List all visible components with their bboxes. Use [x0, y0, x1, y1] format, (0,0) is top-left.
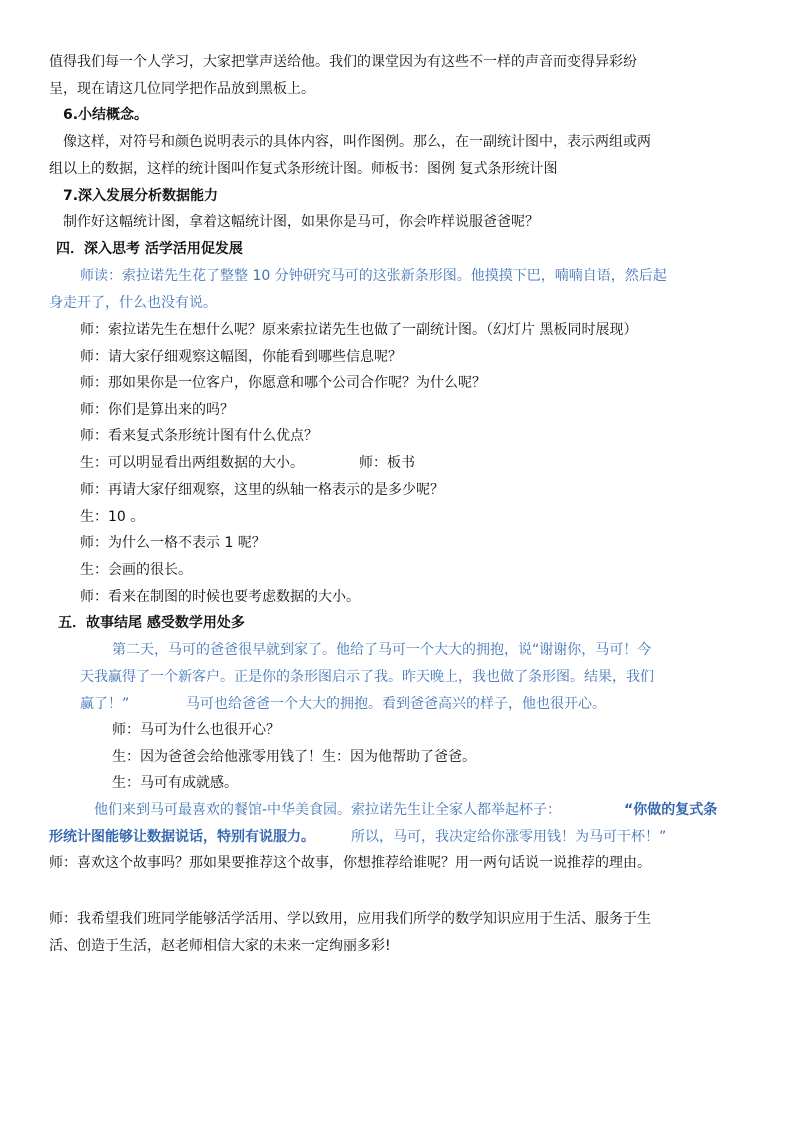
paragraph-line: 值得我们每一个人学习，大家把掌声送给他。我们的课堂因为有这些不一样的声音而变得异彩纷: [49, 54, 637, 70]
dialogue-line: 师：为什么一格不表示 1 呢？: [80, 535, 266, 551]
story-quote-bold: 形统计图能够让数据说话，特别有说服力。: [49, 829, 315, 845]
closing-line: 师：我希望我们班同学能够活学活用、学以致用，应用我们所学的数学知识应用于生活、服务于生: [49, 911, 651, 927]
dialogue-line: 生：10 。: [80, 509, 145, 525]
story-line: 师读：索拉诺先生花了整整 10 分钟研究马可的这张新条形图。他摸摸下巴，喃喃自语，然后起: [80, 268, 667, 284]
paragraph-line: 制作好这幅统计图，拿着这幅统计图，如果你是马可，你会咋样说服爸爸呢？: [63, 214, 539, 230]
closing-line: 活、创造于生活，赵老师相信大家的未来一定绚丽多彩!: [49, 938, 391, 954]
dialogue-line: 生：马可有成就感。: [112, 775, 238, 791]
dialogue-line: 生：会画的很长。: [80, 562, 192, 578]
dialogue-line: 师：请大家仔细观察这幅图，你能看到哪些信息呢？: [80, 349, 402, 365]
story-line: 他们来到马可最喜欢的餐馆-中华美食园。索拉诺先生让全家人都举起杯子：: [94, 802, 562, 818]
dialogue-line: 师：那如果你是一位客户，你愿意和哪个公司合作呢？为什么呢？: [80, 375, 486, 391]
paragraph-line: 像这样，对符号和颜色说明表示的具体内容，叫作图例。那么，在一副统计图中，表示两组或两: [63, 134, 651, 150]
dialogue-line: 生：可以明显看出两组数据的大小。: [80, 455, 304, 471]
dialogue-line: 生：因为爸爸会给他涨零用钱了！生：因为他帮助了爸爸。: [112, 749, 476, 765]
section-heading-five: 五．故事结尾 感受数学用处多: [58, 615, 245, 631]
section-heading-analysis: 7.深入发展分析数据能力: [63, 188, 219, 204]
section-heading-four: 四．深入思考 活学活用促发展: [56, 241, 243, 257]
story-line: 天我赢得了一个新客户。正是你的条形图启示了我。昨天晚上，我也做了条形图。结果，我们: [80, 669, 654, 685]
story-quote-bold: “你做的复式条: [624, 802, 718, 818]
dialogue-line: 师：马可为什么也很开心？: [112, 722, 280, 738]
dialogue-line: 师：看来在制图的时候也要考虑数据的大小。: [80, 589, 360, 605]
story-line: 身走开了，什么也没有说。: [49, 295, 217, 311]
section-heading-summary: 6.小结概念。: [63, 107, 149, 123]
story-line: 马可也给爸爸一个大大的拥抱。看到爸爸高兴的样子，他也很开心。: [186, 696, 606, 712]
paragraph-line: 组以上的数据，这样的统计图叫作复式条形统计图。师板书：图例 复式条形统计图: [49, 161, 558, 177]
dialogue-line: 师：板书: [359, 455, 415, 471]
dialogue-line: 师：喜欢这个故事吗？那如果要推荐这个故事，你想推荐给谁呢？用一两句话说一说推荐的理由。: [49, 855, 651, 871]
dialogue-line: 师：再请大家仔细观察，这里的纵轴一格表示的是多少呢？: [80, 482, 444, 498]
story-line: 赢了！”: [80, 696, 130, 712]
story-line: 第二天，马可的爸爸很早就到家了。他给了马可一个大大的拥抱，说“谢谢你，马可！今: [112, 642, 652, 658]
dialogue-line: 师：你们是算出来的吗？: [80, 402, 234, 418]
dialogue-line: 师：索拉诺先生在想什么呢？原来索拉诺先生也做了一副统计图。（幻灯片 黑板同时展现）: [80, 322, 638, 338]
paragraph-line: 呈，现在请这几位同学把作品放到黑板上。: [49, 81, 315, 97]
dialogue-line: 师：看来复式条形统计图有什么优点？: [80, 428, 318, 444]
story-line: 所以，马可，我决定给你涨零用钱！为马可干杯！”: [351, 829, 667, 845]
